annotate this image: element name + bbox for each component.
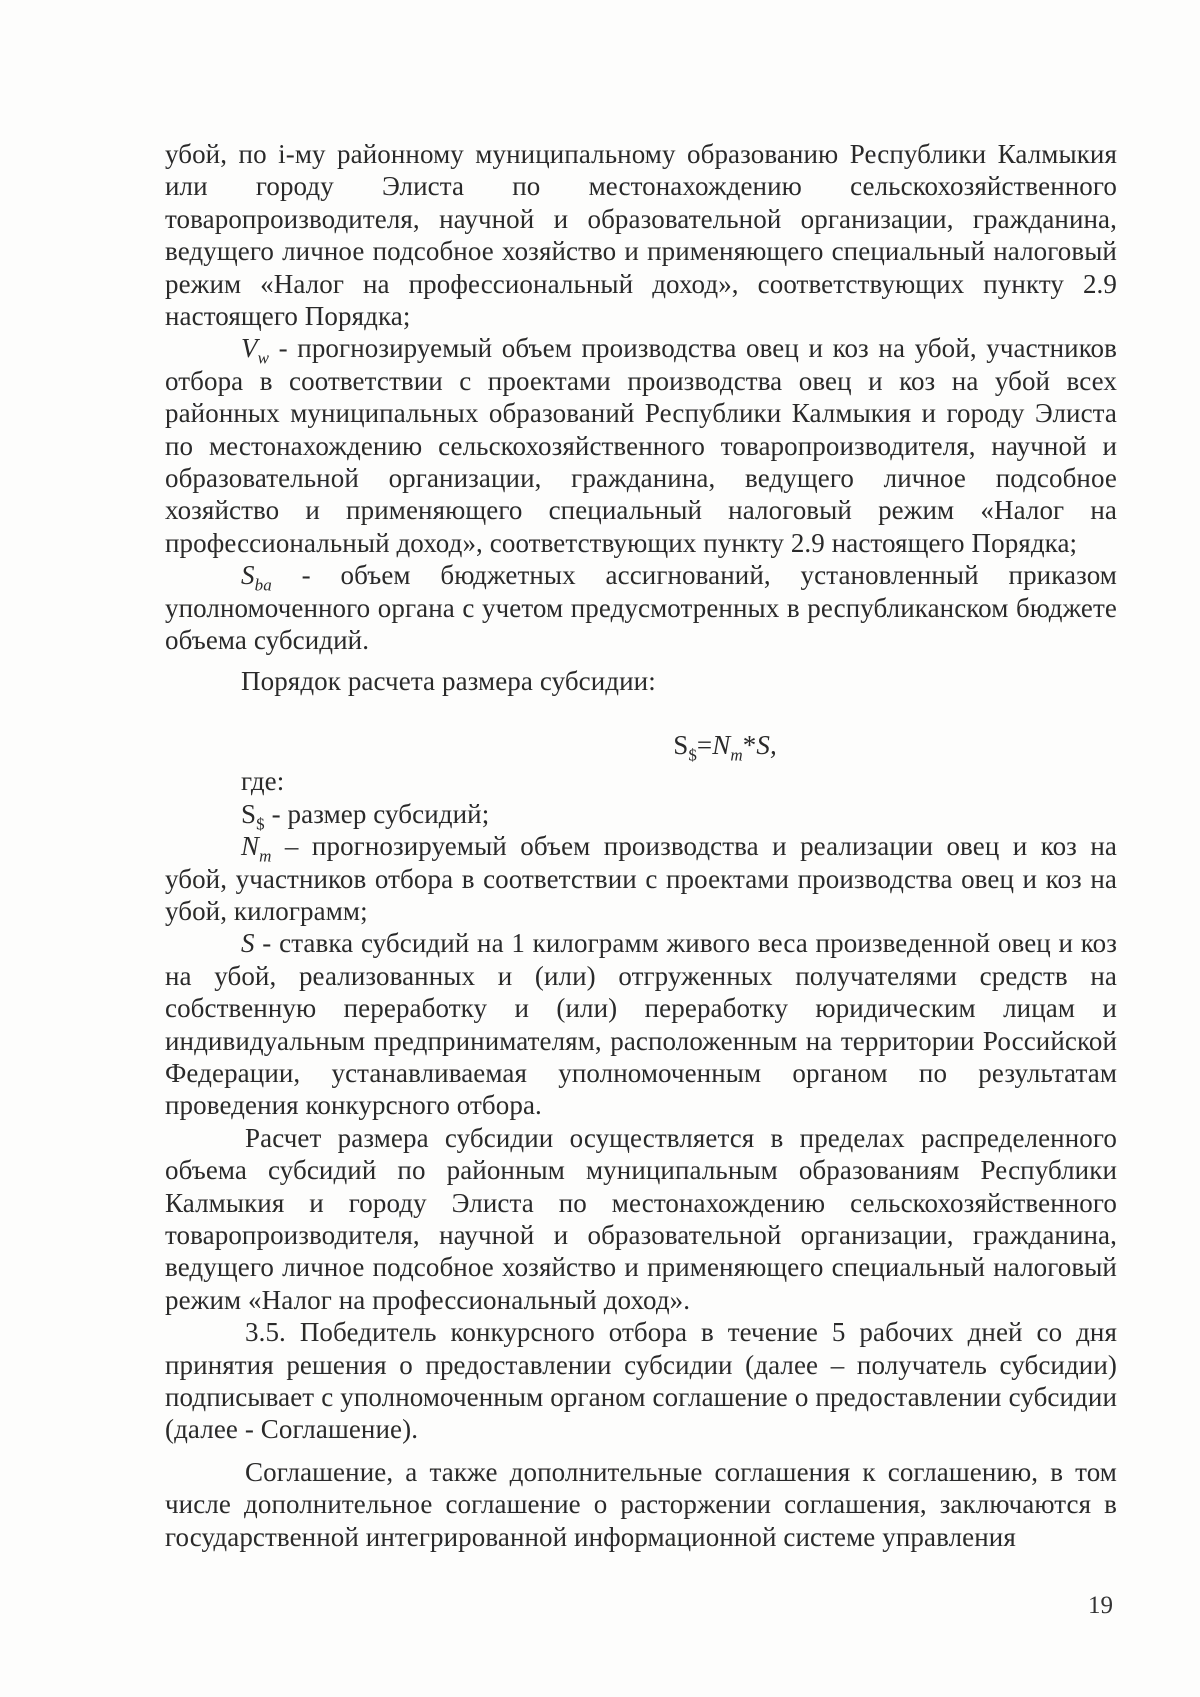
paragraph-ss-definition: $S_{\$}$ - размер субсидий; — [241, 798, 490, 834]
paragraph-sba-text: - объем бюджетных ассигнований, установленный приказом уполномоченного органа с учетом предусмотренных в республиканском бюджете объема субсидий. — [165, 560, 1117, 656]
symbol-s-sub: ba — [254, 575, 272, 595]
paragraph-where: где: — [241, 766, 285, 797]
paragraph-vw-text: - прогнозируемый объем производства овец и коз на убой, участников отбора в соответствии с проектами производства овец и коз на убой всех районных муниципальных образований Республики Калмыкия и городу Элиста по местонахождению сельскохозяйственного товаропроизводителя, научной и образовательной организации, гражданина, ведущего личное подсобное хозяйство и применяющего специальный налоговый режим «Налог на профессиональный доход», соответствующих пункту 2.9 настоящего Порядка; — [165, 333, 1117, 558]
paragraph-vw-definition — [165, 332, 1117, 559]
symbol-v: V — [241, 333, 258, 364]
symbol-s: S — [241, 560, 255, 591]
page-number: 19 — [1088, 1592, 1113, 1619]
paragraph-sba-definition — [165, 559, 1117, 656]
paragraph-calc-order: Порядок расчета размера субсидии: — [241, 665, 656, 696]
paragraph-agreement: Соглашение, а также дополнительные соглашения к соглашению, в том числе дополнительное соглашение о расторжении соглашения, заключаются в государственной интегрированной информационной системе управления — [165, 1456, 1117, 1552]
paragraph-3-5: 3.5. Победитель конкурсного отбора в течение 5 рабочих дней со дня принятия решения о предоставлении субсидии (далее – получатель субсидии) подписывает с уполномоченным органом соглашение о предоставлении субсидии (далее - Соглашение). — [165, 1317, 1117, 1445]
formula: $S_{\$}=N_m*S$, — [673, 729, 777, 765]
paragraph-calc-limits: Расчет размера субсидии осуществляется в пределах распределенного объема субсидий по районным муниципальным образованиям Республики Калмыкия и городу Элиста по местонахождению сельскохозяйственного товаропроизводителя, научной и образовательной организации, гражданина, ведущего личное подсобное хозяйство и применяющего специальный налоговый режим «Налог на профессиональный доход». — [165, 1122, 1117, 1315]
symbol-v-sub: w — [257, 348, 270, 368]
paragraph-s-definition: S - ставка субсидий на 1 килограмм живого веса произведенной овец и коз на убой, реализованных и (или) отгруженных получателями средств на собственную переработку и (или) переработку юридическим лицам и индивидуальным предпринимателям, расположенным на территории Российской Федерации, устанавливаемая уполномоченным органом по результатам проведения конкурсного отбора. — [165, 928, 1117, 1121]
paragraph-nm-definition: $N_m$ – прогнозируемый объем производства и реализации овец и коз на убой, участников отбора в соответствии с проектами производства овец и коз на убой, килограмм; — [165, 831, 1117, 926]
paragraph-1: убой, по i-му районному муниципальному образованию Республики Калмыкия или городу Элиста по местонахождению сельскохозяйственного товаропроизводителя, научной и образовательной организации, гражданина, ведущего личное подсобное хозяйство и применяющего специальный налоговый режим «Налог на профессиональный доход», соответствующих пункту 2.9 настоящего Порядка; — [165, 139, 1117, 332]
document-body — [165, 138, 1117, 1553]
